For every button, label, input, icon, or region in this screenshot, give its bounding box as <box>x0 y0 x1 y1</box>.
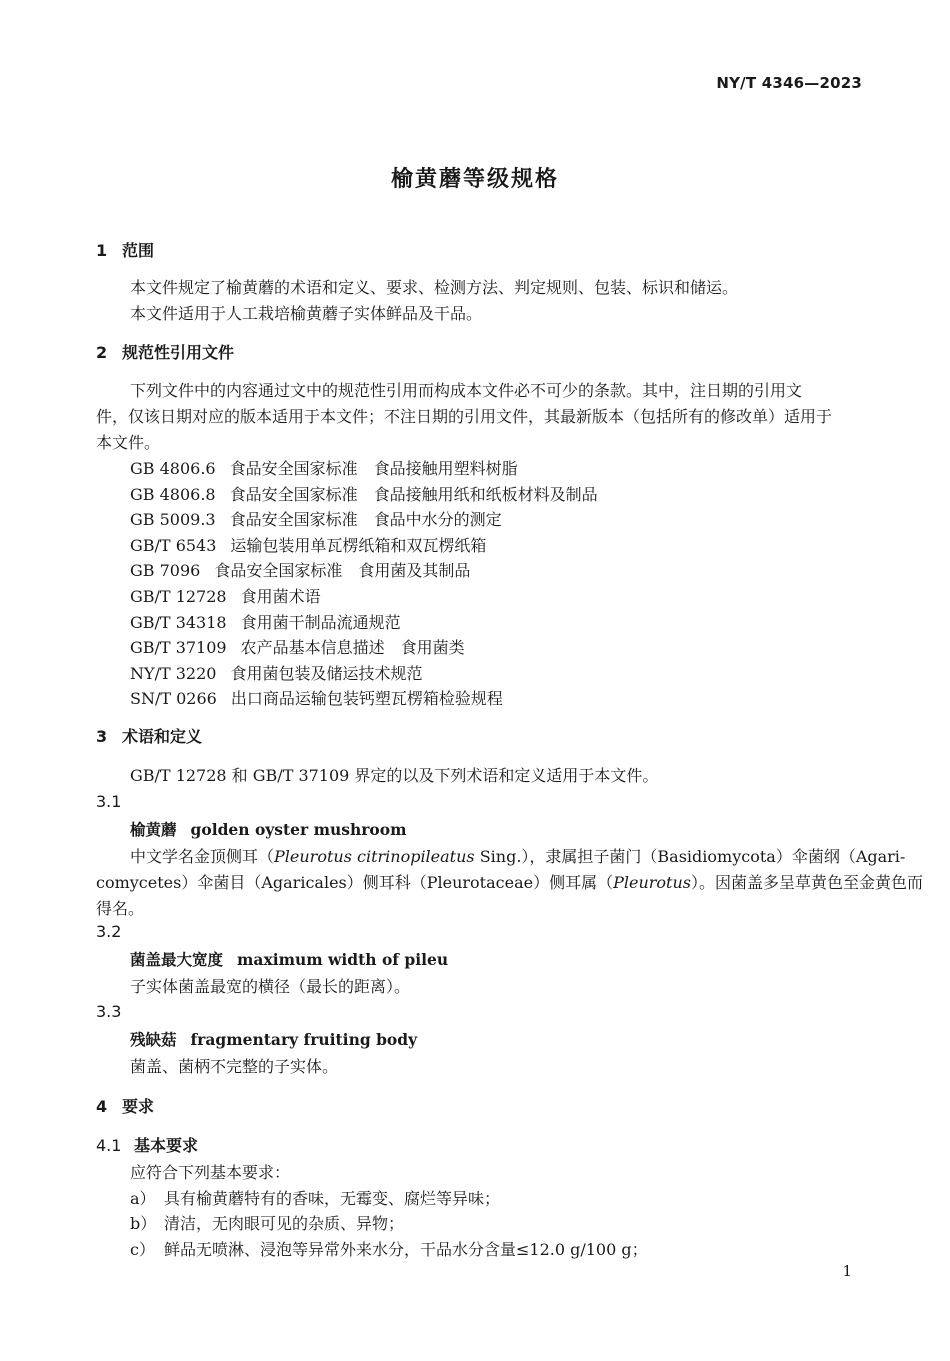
definition-line <box>96 870 923 893</box>
reference-title: 食品安全国家标准 食品接触用纸和纸板材料及制品 <box>229 485 598 504</box>
reference-item <box>130 482 598 505</box>
section-heading <box>96 238 154 261</box>
section-title: 术语和定义 <box>122 727 203 746</box>
paragraph: 本文件适用于人工栽培榆黄蘑子实体鲜品及干品。 <box>130 304 483 323</box>
reference-code: GB 4806.6 <box>130 459 216 478</box>
reference-title: 食品安全国家标准 食品中水分的测定 <box>229 510 502 529</box>
list-text: 具有榆黄蘑特有的香味，无霉变、腐烂等异味； <box>164 1189 501 1208</box>
reference-item <box>130 610 401 633</box>
paragraph: 应符合下列基本要求： <box>130 1163 291 1182</box>
reference-title: 食品安全国家标准 食用菌及其制品 <box>214 561 471 580</box>
section-title: 规范性引用文件 <box>122 343 235 362</box>
term-english: fragmentary fruiting body <box>190 1030 418 1049</box>
reference-item <box>130 686 503 709</box>
page-number: 1 <box>842 1262 852 1280</box>
section-number: 2 <box>96 343 108 362</box>
reference-item <box>130 533 486 556</box>
list-item <box>130 1211 404 1234</box>
section-heading <box>96 1094 154 1117</box>
term-chinese: 菌盖最大宽度 <box>130 951 224 969</box>
clause-number: 3.3 <box>96 1002 122 1021</box>
section-title: 要求 <box>122 1097 155 1116</box>
paragraph-line: 件，仅该日期对应的版本适用于本文件；不注日期的引用文件，其最新版本（包括所有的修改单）适用于 <box>96 407 833 426</box>
reference-title: 食用菌干制品流通规范 <box>240 613 401 632</box>
reference-item <box>130 456 518 479</box>
latin-name: Pleurotus <box>613 873 691 892</box>
clause-number: 3.2 <box>96 922 122 941</box>
list-item <box>130 1237 648 1260</box>
definition-line: 得名。 <box>96 899 145 918</box>
reference-code: SN/T 0266 <box>130 689 217 708</box>
definition-text: ）。因菌盖多呈草黄色至金黄色而 <box>690 873 923 892</box>
subsection-number: 4.1 <box>96 1136 122 1155</box>
reference-item <box>130 661 422 684</box>
subsection-title: 基本要求 <box>134 1136 199 1155</box>
reference-title: 农产品基本信息描述 食用菌类 <box>240 638 465 657</box>
reference-code: GB 4806.8 <box>130 485 216 504</box>
reference-item <box>130 635 465 658</box>
reference-code: GB/T 12728 <box>130 587 227 606</box>
reference-title: 运输包装用单瓦楞纸箱和双瓦楞纸箱 <box>230 536 487 555</box>
reference-title: 出口商品运输包装钙塑瓦楞箱检验规程 <box>230 689 503 708</box>
reference-item <box>130 558 470 581</box>
definition-text: 中文学名金顶侧耳（ <box>130 847 275 866</box>
section-heading <box>96 724 202 747</box>
list-marker: c） <box>130 1240 155 1259</box>
reference-item <box>130 584 321 607</box>
term-english: maximum width of pileu <box>237 950 449 969</box>
reference-title: 食品安全国家标准 食品接触用塑料树脂 <box>229 459 518 478</box>
term-chinese: 榆黄蘑 <box>130 821 177 839</box>
definition-line <box>130 844 905 867</box>
list-marker: b） <box>130 1214 157 1233</box>
term-chinese: 残缺菇 <box>130 1031 177 1049</box>
section-title: 范围 <box>122 241 155 260</box>
document-number: NY/T 4346—2023 <box>716 74 862 92</box>
reference-code: GB 5009.3 <box>130 510 216 529</box>
reference-code: GB/T 6543 <box>130 536 217 555</box>
paragraph-line: 本文件。 <box>96 433 161 452</box>
list-marker: a） <box>130 1189 156 1208</box>
list-text: 清洁，无肉眼可见的杂质、异物； <box>164 1214 405 1233</box>
reference-code: GB 7096 <box>130 561 201 580</box>
document-title: 榆黄蘑等级规格 <box>390 167 559 192</box>
section-number: 1 <box>96 241 108 260</box>
paragraph: 本文件规定了榆黄蘑的术语和定义、要求、检测方法、判定规则、包装、标识和储运。 <box>130 278 739 297</box>
reference-title: 食用菌术语 <box>240 587 321 606</box>
term-entry <box>130 818 407 840</box>
definition-text: Sing.），隶属担子菌门（Basidiomycota）伞菌纲（Agari- <box>474 847 906 866</box>
subsection-heading <box>96 1133 198 1156</box>
section-heading <box>96 340 234 363</box>
term-entry <box>130 1028 417 1050</box>
term-english: golden oyster mushroom <box>190 820 407 839</box>
definition-text: comycetes）伞菌目（Agaricales）侧耳科（Pleurotaceae）侧耳属（ <box>96 873 614 892</box>
list-text: 鲜品无喷淋、浸泡等异常外来水分，干品水分含量≤12.0 g/100 g； <box>164 1240 648 1259</box>
list-item <box>130 1186 500 1209</box>
term-entry <box>130 948 448 970</box>
clause-number: 3.1 <box>96 792 122 811</box>
definition-line: 子实体菌盖最宽的横径（最长的距离）。 <box>130 977 411 996</box>
reference-code: NY/T 3220 <box>130 664 217 683</box>
reference-code: GB/T 37109 <box>130 638 227 657</box>
reference-title: 食用菌包装及储运技术规范 <box>230 664 423 683</box>
reference-item <box>130 507 502 530</box>
paragraph: GB/T 12728 和 GB/T 37109 界定的以及下列术语和定义适用于本文件。 <box>130 766 659 785</box>
paragraph-line: 下列文件中的内容通过文中的规范性引用而构成本文件必不可少的条款。其中，注日期的引用文 <box>130 381 803 400</box>
latin-name: Pleurotus citrinopileatus <box>274 847 475 866</box>
section-number: 3 <box>96 727 108 746</box>
definition-line: 菌盖、菌柄不完整的子实体。 <box>130 1057 339 1076</box>
reference-code: GB/T 34318 <box>130 613 227 632</box>
section-number: 4 <box>96 1097 108 1116</box>
